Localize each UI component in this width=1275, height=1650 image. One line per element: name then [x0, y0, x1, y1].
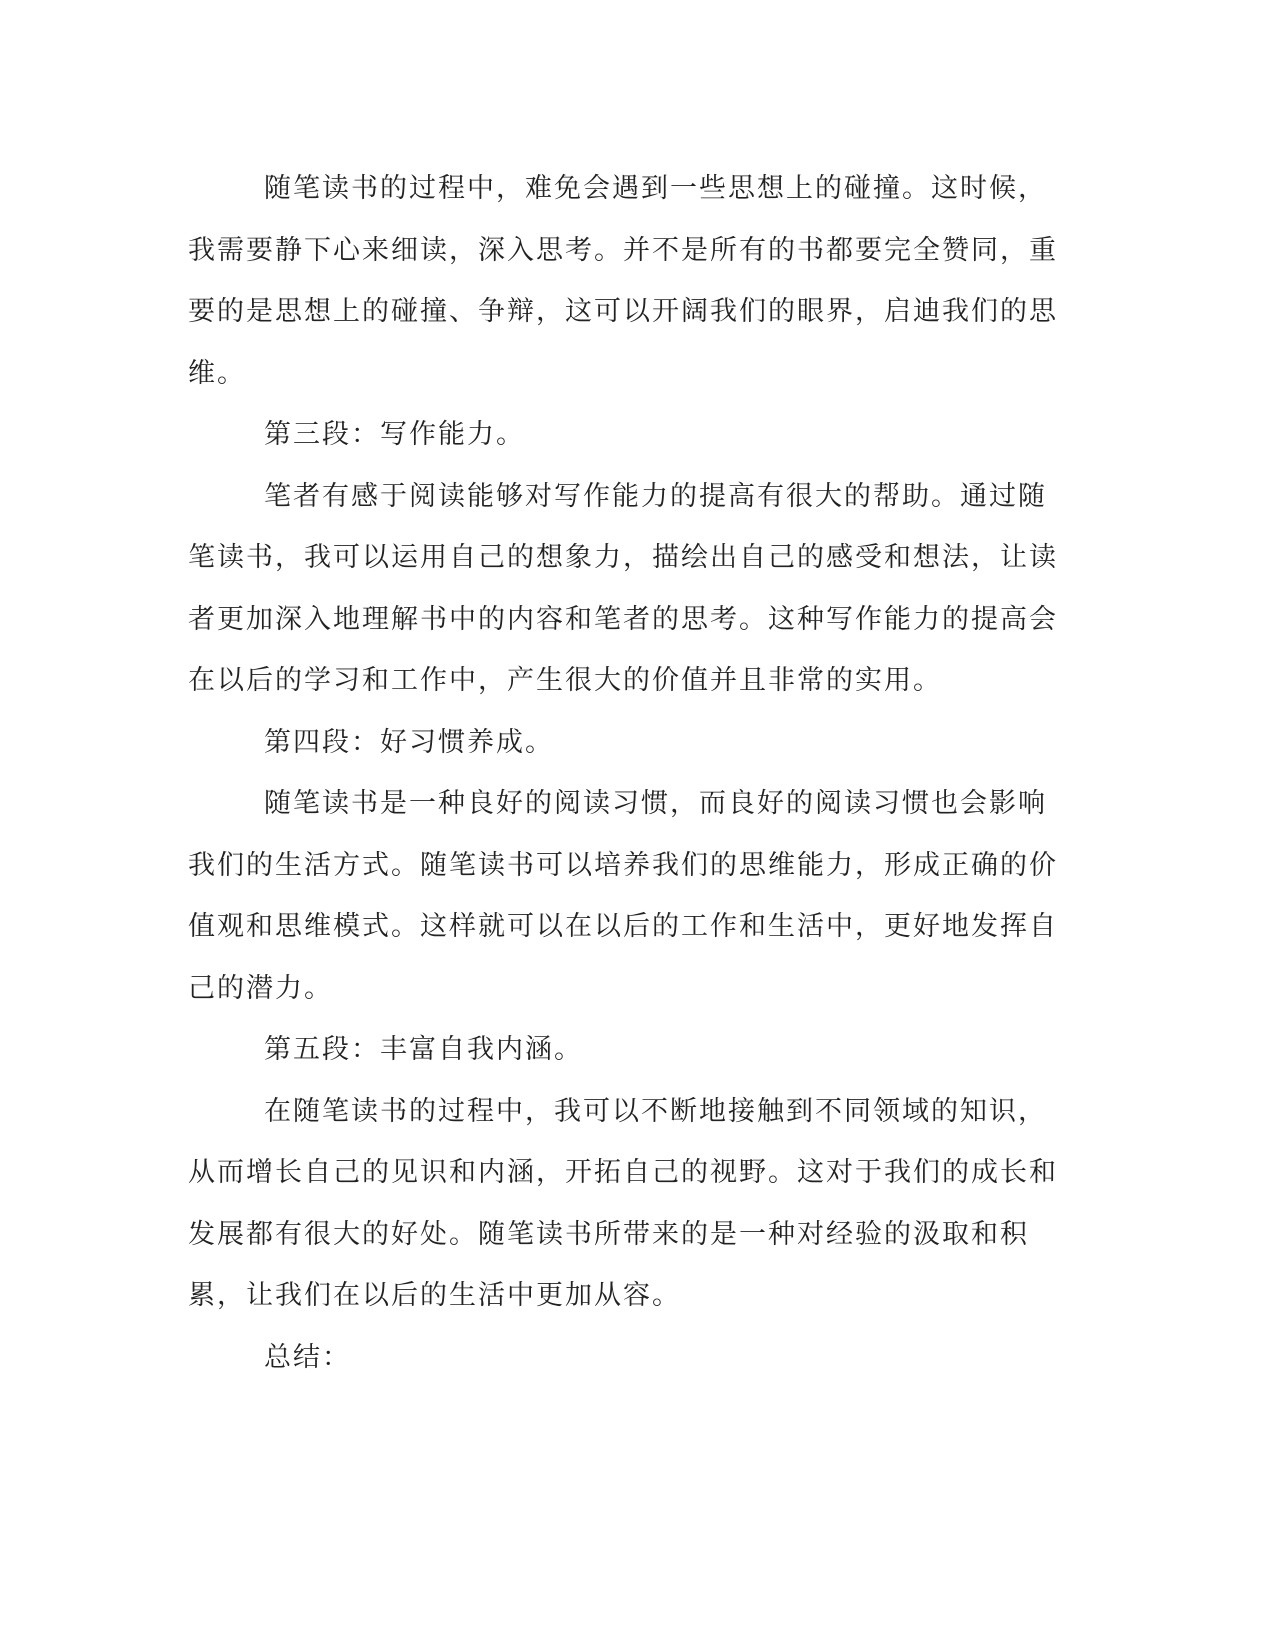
paragraph-writing-ability: 笔者有感于阅读能够对写作能力的提高有很大的帮助。通过随笔读书，我可以运用自己的想象力，描绘出自己的感受和想法，让读者更加深入地理解书中的内容和笔者的思考。这种写作能力的提高会在以后的学习和工作中，产生很大的价值并且非常的实用。 — [188, 480, 1058, 696]
section-heading-enrich-self: 第五段：丰富自我内涵。 — [264, 1034, 583, 1065]
paragraph-enrich-self: 在随笔读书的过程中，我可以不断地接触到不同领域的知识，从而增长自己的见识和内涵，开拓自己的视野。这对于我们的成长和发展都有很大的好处。随笔读书所带来的是一种对经验的汲取和积累，让我们在以后的生活中更加从容。 — [188, 1095, 1058, 1311]
document-body — [188, 158, 1068, 1388]
section-heading-good-habits: 第四段：好习惯养成。 — [264, 726, 554, 758]
paragraph-thought-collision: 随笔读书的过程中，难免会遇到一些思想上的碰撞。这时候，我需要静下心来细读，深入思考。并不是所有的书都要完全赞同，重要的是思想上的碰撞、争辩，这可以开阔我们的眼界，启迪我们的思维。 — [188, 173, 1058, 389]
section-heading-summary: 总结： — [264, 1341, 351, 1373]
section-heading-writing-ability: 第三段：写作能力。 — [264, 419, 525, 450]
paragraph-good-habits: 随笔读书是一种良好的阅读习惯，而良好的阅读习惯也会影响我们的生活方式。随笔读书可以培养我们的思维能力，形成正确的价值观和思维模式。这样就可以在以后的工作和生活中，更好地发挥自己的潜力。 — [188, 788, 1058, 1004]
